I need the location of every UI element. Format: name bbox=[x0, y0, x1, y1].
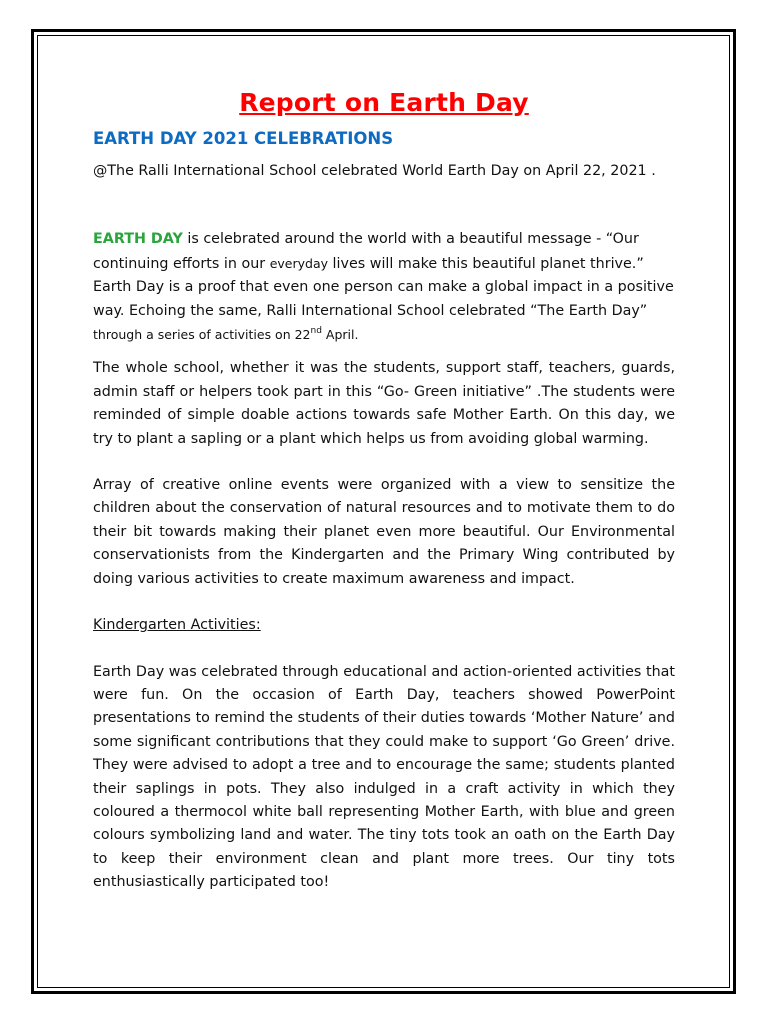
earth-day-highlight: EARTH DAY bbox=[93, 231, 183, 248]
intro-paragraph: @The Ralli International School celebrated World Earth Day on April 22, 2021 . bbox=[93, 163, 656, 179]
date-superscript: nd bbox=[310, 326, 322, 337]
earth-day-text-a: is celebrated around the world with a beautiful message - “Our continuing efforts in our bbox=[93, 231, 639, 272]
report-title: Report on Earth Day bbox=[239, 88, 529, 117]
earth-day-text-b: lives will make this beautiful planet thrive.” Earth Day is a proof that even one person can make a global impact in a positive way. Echoing the same, Ralli International School celebrated “The Earth Day” bbox=[93, 255, 674, 319]
whole-school-paragraph: The whole school, whether it was the students, support staff, teachers, guards, admin staff or helpers took part in this “Go- Green initiative” .The students were reminded of simple doable actions towards safe Mother Earth. On this day, we try to plant a sapling or a plant which helps us from avoiding global warming. bbox=[93, 360, 675, 447]
celebrations-heading: EARTH DAY 2021 CELEBRATIONS bbox=[93, 129, 394, 148]
april-text: April. bbox=[321, 327, 359, 343]
earth-day-paragraph bbox=[93, 228, 675, 347]
document-body bbox=[93, 88, 675, 895]
online-events-paragraph: Array of creative online events were organized with a view to sensitize the children about the conservation of natural resources and to motivate them to do their bit towards making their planet even more beautiful. Our Environmental conservationists from the Kindergarten and the Primary Wing contributed by doing various activities to create maximum awareness and impact. bbox=[93, 477, 675, 587]
kindergarten-heading: Kindergarten Activities: bbox=[93, 617, 261, 634]
everyday-word: everyday bbox=[269, 255, 329, 271]
kindergarten-paragraph: Earth Day was celebrated through educational and action-oriented activities that were fun. On the occasion of Earth Day, teachers showed PowerPoint presentations to remind the students of their duties towards ‘Mother Nature’ and some significant contributions that they could make to support ‘Go Green’ drive. They were advised to adopt a tree and to encourage the same; students planted their saplings in pots. They also indulged in a craft activity in which they coloured a thermocol white ball representing Mother Earth, with blue and green colours symbolizing land and water. The tiny tots took an oath on the Earth Day to keep their environment clean and plant more trees. Our tiny tots enthusiastically participated too! bbox=[93, 663, 675, 891]
series-text: through a series of activities on 22 bbox=[93, 327, 311, 343]
